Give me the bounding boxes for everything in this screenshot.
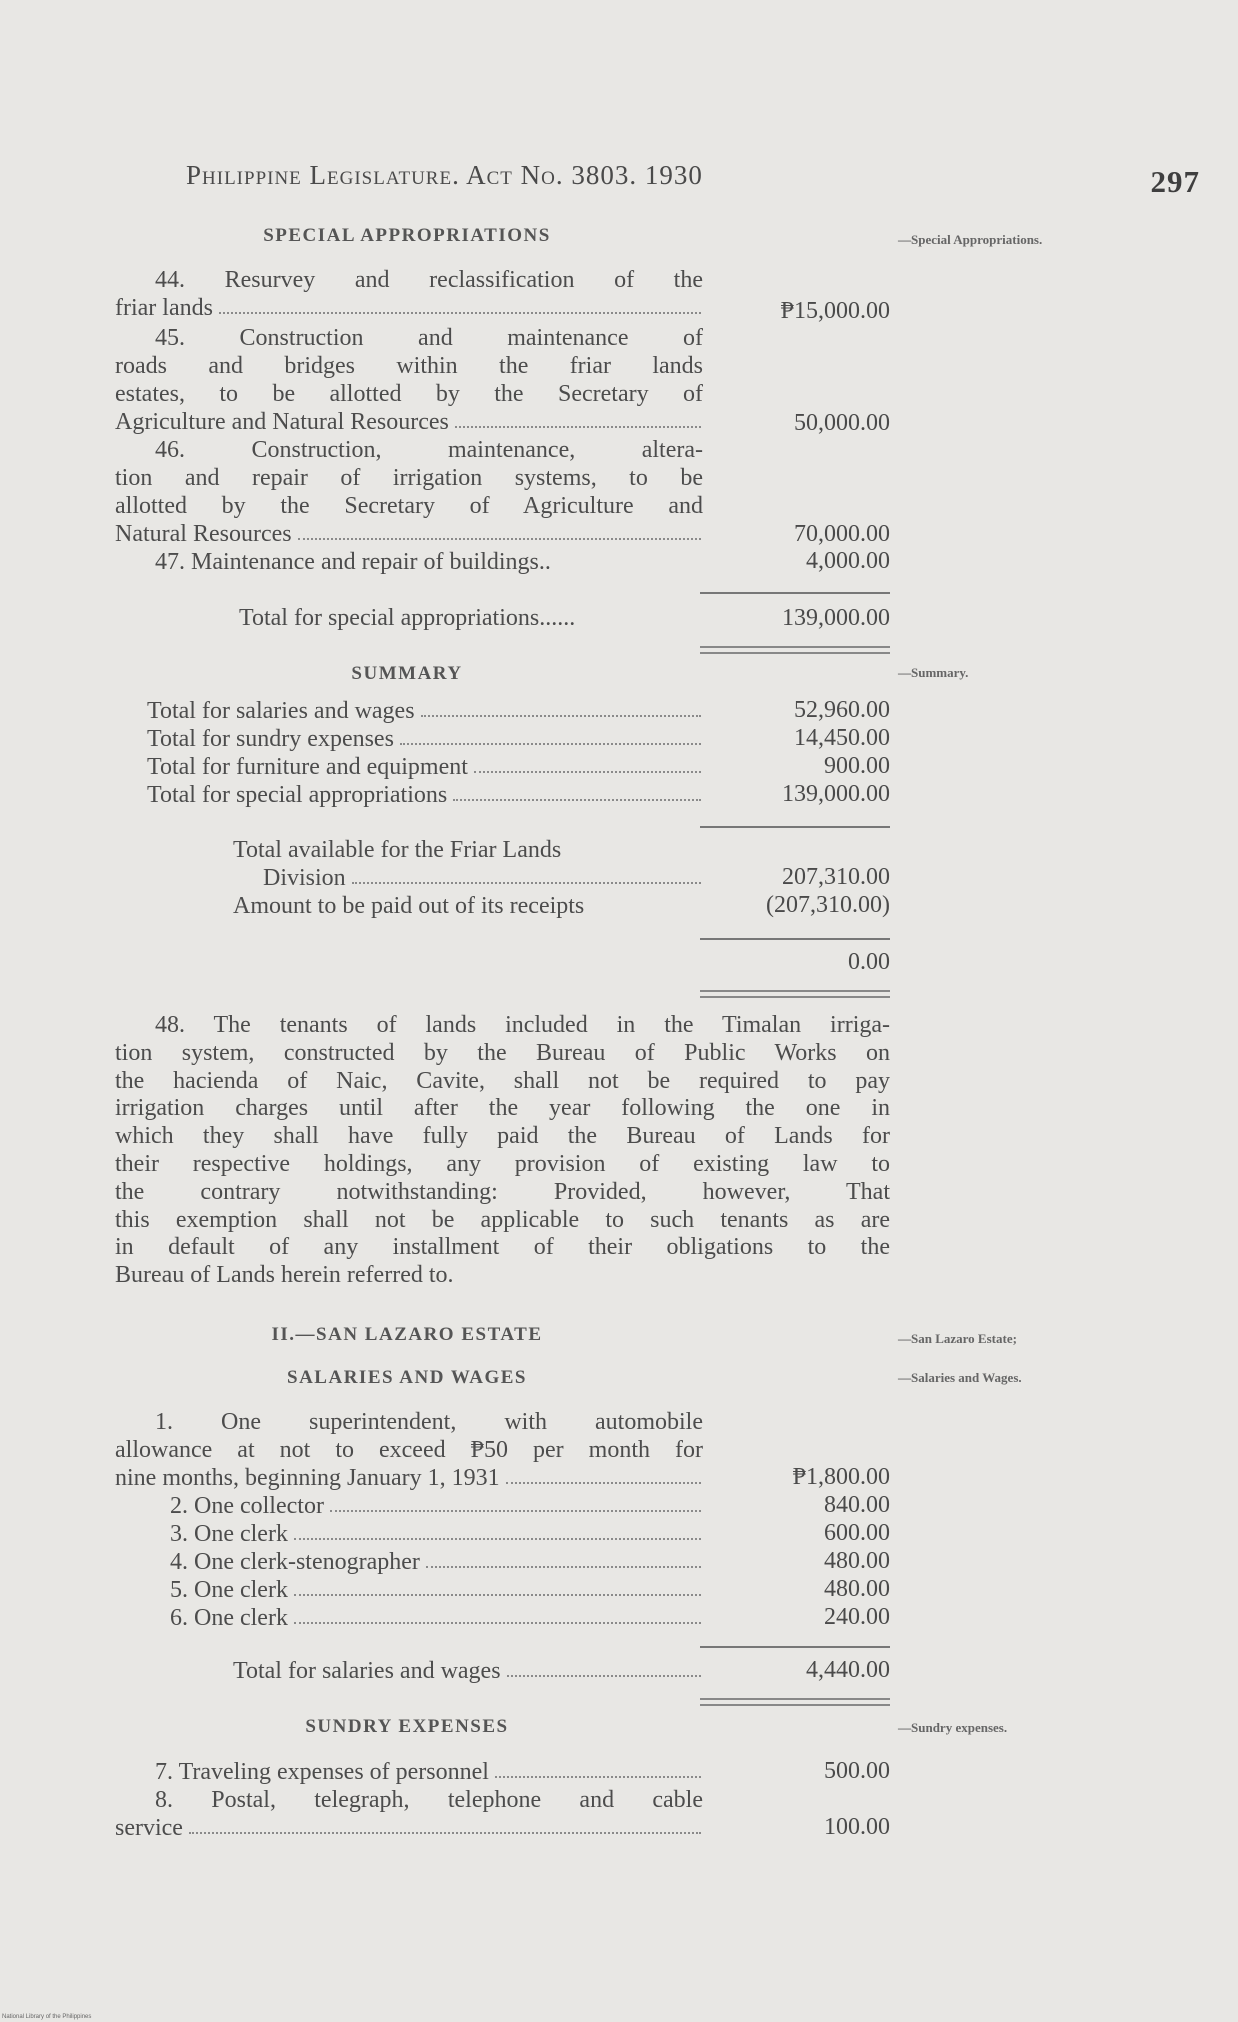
summary-row: Total for sundry expenses [147,725,703,753]
paragraph-line: the contrary notwithstanding: Provided, however, That [115,1178,890,1205]
item-45-amount: 50,000.00 [794,410,890,436]
salaries-rule [700,1646,890,1648]
special-total-label: Total for special appropriations...... [239,605,576,631]
item-46-line-1: 46. Construction, maintenance, altera- [155,437,703,463]
summary-row: Total for special appropriations [147,781,703,809]
paragraph-line: this exemption shall not be applicable to such tenants as are [115,1206,890,1233]
item-8-line-1: 8. Postal, telegraph, telephone and cable [155,1787,703,1813]
item-44-line-2: friar lands [115,295,213,321]
sundry-margin-note: —Sundry expenses. [898,1720,1008,1735]
salary-row: 5. One clerk [170,1576,703,1604]
item-1-line-3: nine months, beginning January 1, 1931 [115,1465,500,1491]
item-8-line-2: service [115,1815,183,1841]
salary-row: 6. One clerk [170,1604,703,1632]
item-46-line-3: allotted by the Secretary of Agriculture and [115,493,703,519]
library-footer: National Library of the Philippines [2,2014,92,2020]
item-46-amount: 70,000.00 [794,521,890,547]
running-header [186,160,1206,200]
paragraph-line: their respective holdings, any provision of existing law to [115,1150,890,1177]
item-46 [115,436,703,548]
summary-rule [700,826,890,828]
item-47-amount: 4,000.00 [806,548,890,574]
item-1-line-2: allowance at not to exceed ₱50 per month for [115,1437,703,1463]
item-45-line-4: Agriculture and Natural Resources [115,409,449,435]
salary-row: 3. One clerk [170,1520,703,1548]
san-lazaro-rows [115,1492,703,1632]
salary-row: 4. One clerk-stenographer [170,1548,703,1576]
summary-net-amount: 0.00 [848,949,890,975]
item-7-label: 7. Traveling expenses of personnel [155,1759,489,1785]
item-44 [115,266,703,322]
item-45-line-3: estates, to be allotted by the Secretary of [115,381,703,407]
san-lazaro-heading: II.—SAN LAZARO ESTATE [271,1324,543,1345]
summary-available [115,836,703,920]
item-1-line-1: 1. One superintendent, with automobile [155,1409,703,1435]
summary-row: Total for salaries and wages [147,697,703,725]
salaries-total-double-rule [700,1698,890,1706]
summary-row: Total for furniture and equipment [147,753,703,781]
san-lazaro-margin-note: —San Lazaro Estate; [898,1331,1017,1346]
salary-amount: 240.00 [824,1604,890,1630]
summary-amount-furniture: 900.00 [824,753,890,779]
salaries-total [115,1657,703,1685]
paragraph-line: which they shall have fully paid the Bureau of Lands for [115,1123,890,1150]
summary-amount-special: 139,000.00 [782,781,890,807]
salaries-margin-note: —Salaries and Wages. [898,1370,1022,1385]
item-47-label: 47. Maintenance and repair of buildings.. [155,549,551,575]
special-subtotal-rule [700,592,890,594]
paragraph-line: 48. The tenants of lands included in the Timalan irriga- [155,1012,890,1038]
summary-receipts-amount: (207,310.00) [766,892,890,918]
summary-available-line-2: Division [263,865,346,891]
item-46-line-2: tion and repair of irrigation systems, to be [115,465,703,491]
salaries-total-amount: 4,440.00 [806,1657,890,1683]
item-46-line-4: Natural Resources [115,521,292,547]
paragraph-line: in default of any installment of their obligations to the [115,1234,890,1261]
item-44-amount: ₱15,000.00 [780,298,890,324]
summary-heading: SUMMARY [351,663,463,684]
summary-net-double-rule [700,990,890,998]
summary-net-rule [700,938,890,940]
summary-available-line-1: Total available for the Friar Lands [233,837,562,863]
paragraph-line: Bureau of Lands herein referred to. [115,1262,454,1289]
item-8-amount: 100.00 [824,1814,890,1840]
paragraph-48 [115,1012,890,1290]
salary-amount: 600.00 [824,1520,890,1546]
special-appropriations-heading: SPECIAL APPROPRIATIONS [263,225,551,246]
summary-available-amount: 207,310.00 [782,864,890,890]
sundry-items [115,1758,703,1842]
salary-amount: 480.00 [824,1576,890,1602]
special-appropriations-margin-note: —Special Appropriations. [898,232,1043,247]
sundry-heading: SUNDRY EXPENSES [305,1716,509,1737]
summary-rows [115,697,703,809]
item-1-amount: ₱1,800.00 [792,1464,890,1490]
san-lazaro-item-1 [115,1408,703,1492]
item-47 [115,548,703,576]
special-total-double-rule [700,646,890,654]
salary-row: 2. One collector [170,1492,703,1520]
salary-amount: 480.00 [824,1548,890,1574]
salaries-heading: SALARIES AND WAGES [287,1367,527,1388]
item-45 [115,324,703,436]
paragraph-line: the hacienda of Naic, Cavite, shall not be required to pay [115,1067,890,1094]
item-45-line-2: roads and bridges within the friar lands [115,353,703,379]
summary-margin-note: —Summary. [898,665,969,680]
summary-amount-sundry: 14,450.00 [794,725,890,751]
paragraph-line: tion system, constructed by the Bureau of Public Works on [115,1039,890,1066]
item-44-line-1: 44. Resurvey and reclassification of the [155,267,703,293]
salaries-total-label: Total for salaries and wages [233,1658,501,1684]
special-total-amount: 139,000.00 [782,605,890,631]
special-total [115,604,703,632]
salary-amount: 840.00 [824,1492,890,1518]
item-7-amount: 500.00 [824,1758,890,1784]
summary-receipts-label: Amount to be paid out of its receipts [233,893,585,919]
item-45-line-1: 45. Construction and maintenance of [155,325,703,351]
summary-amount-salaries: 52,960.00 [794,697,890,723]
paragraph-line: irrigation charges until after the year following the one in [115,1095,890,1122]
header-title: Philippine Legislature. Act No. 3803. 1930 [186,160,703,190]
page-number: 297 [1150,164,1200,199]
